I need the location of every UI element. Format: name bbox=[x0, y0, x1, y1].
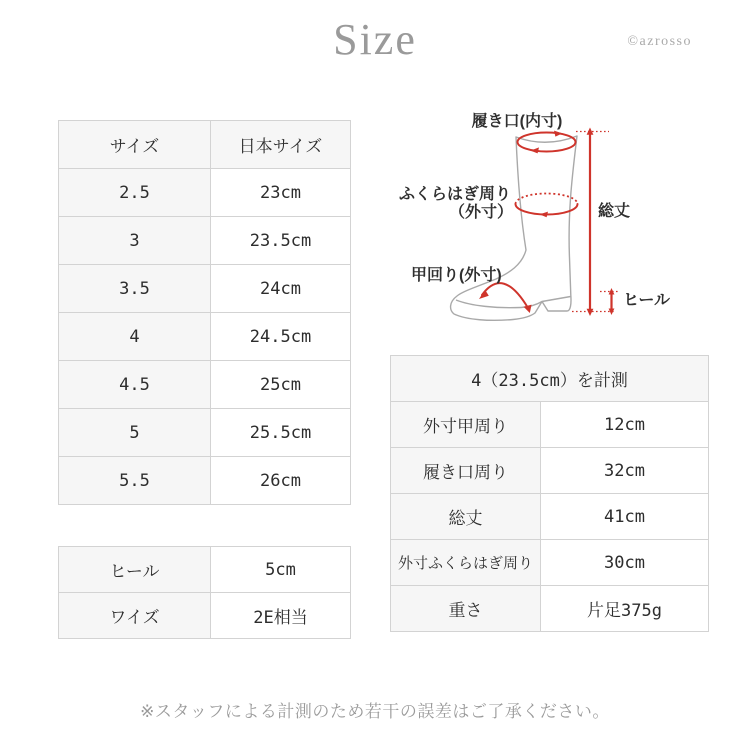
value-cell: 12cm bbox=[541, 402, 709, 448]
heel-label: ヒール bbox=[623, 292, 671, 309]
value-cell: 32cm bbox=[541, 448, 709, 494]
value-cell: 片足375g bbox=[541, 586, 709, 632]
value-cell: 30cm bbox=[541, 540, 709, 586]
instep-label: 甲回り(外寸) bbox=[411, 267, 502, 284]
table-header-row bbox=[391, 356, 709, 402]
column-header-japan-size: 日本サイズ bbox=[211, 121, 351, 169]
size-cell: 3 bbox=[59, 217, 211, 265]
opening-label: 履き口(内寸) bbox=[471, 113, 563, 130]
total-length-label: 総丈 bbox=[598, 203, 631, 220]
measure-label: 外寸ふくらはぎ周り bbox=[391, 540, 541, 586]
heel-width-spec-table bbox=[58, 546, 351, 639]
measurement-table-title: 4（23.5cm）を計測 bbox=[391, 356, 709, 402]
size-cell: 4 bbox=[59, 313, 211, 361]
table-row bbox=[391, 540, 709, 586]
calf-measure-ellipse bbox=[516, 194, 578, 218]
measure-label: 外寸甲周り bbox=[391, 402, 541, 448]
value-cell: 23.5cm bbox=[211, 217, 351, 265]
instep-measure-arc bbox=[479, 283, 532, 313]
measure-label: 履き口周り bbox=[391, 448, 541, 494]
boot-measurement-diagram bbox=[395, 90, 735, 340]
boot-outline bbox=[448, 136, 577, 320]
page-title: Size bbox=[333, 15, 417, 64]
table-header-row bbox=[59, 121, 351, 169]
measurement-table bbox=[390, 355, 709, 632]
value-cell: 24cm bbox=[211, 265, 351, 313]
column-header-size: サイズ bbox=[59, 121, 211, 169]
table-row bbox=[391, 586, 709, 632]
measure-label: 重さ bbox=[391, 586, 541, 632]
total-length-measure-line bbox=[572, 128, 614, 317]
size-cell: 3.5 bbox=[59, 265, 211, 313]
spec-label-width: ワイズ bbox=[59, 593, 211, 639]
table-row bbox=[59, 593, 351, 639]
measure-label: 総丈 bbox=[391, 494, 541, 540]
table-row bbox=[59, 217, 351, 265]
table-row bbox=[59, 361, 351, 409]
value-cell: 5cm bbox=[211, 547, 351, 593]
measurement-disclaimer: ※スタッフによる計測のため若干の誤差はご了承ください。 bbox=[140, 702, 610, 721]
spec-label-heel: ヒール bbox=[59, 547, 211, 593]
value-cell: 41cm bbox=[541, 494, 709, 540]
heel-seam-line bbox=[542, 297, 571, 302]
table-row bbox=[59, 313, 351, 361]
calf-label-line1: ふくらはぎ周り bbox=[398, 186, 511, 203]
value-cell: 24.5cm bbox=[211, 313, 351, 361]
table-row bbox=[59, 409, 351, 457]
value-cell: 23cm bbox=[211, 169, 351, 217]
table-row bbox=[59, 547, 351, 593]
size-conversion-table bbox=[58, 120, 351, 505]
table-row bbox=[59, 457, 351, 505]
value-cell: 25cm bbox=[211, 361, 351, 409]
table-row bbox=[391, 402, 709, 448]
calf-label-line2: （外寸） bbox=[448, 204, 513, 221]
brand-credit: ©azrosso bbox=[627, 34, 692, 49]
size-cell: 2.5 bbox=[59, 169, 211, 217]
value-cell: 26cm bbox=[211, 457, 351, 505]
table-row bbox=[391, 494, 709, 540]
boot-illustration bbox=[448, 136, 577, 320]
size-cell: 5.5 bbox=[59, 457, 211, 505]
table-row bbox=[391, 448, 709, 494]
table-row bbox=[59, 169, 351, 217]
size-cell: 5 bbox=[59, 409, 211, 457]
table-row bbox=[59, 265, 351, 313]
value-cell: 25.5cm bbox=[211, 409, 351, 457]
size-cell: 4.5 bbox=[59, 361, 211, 409]
value-cell: 2E相当 bbox=[211, 593, 351, 639]
